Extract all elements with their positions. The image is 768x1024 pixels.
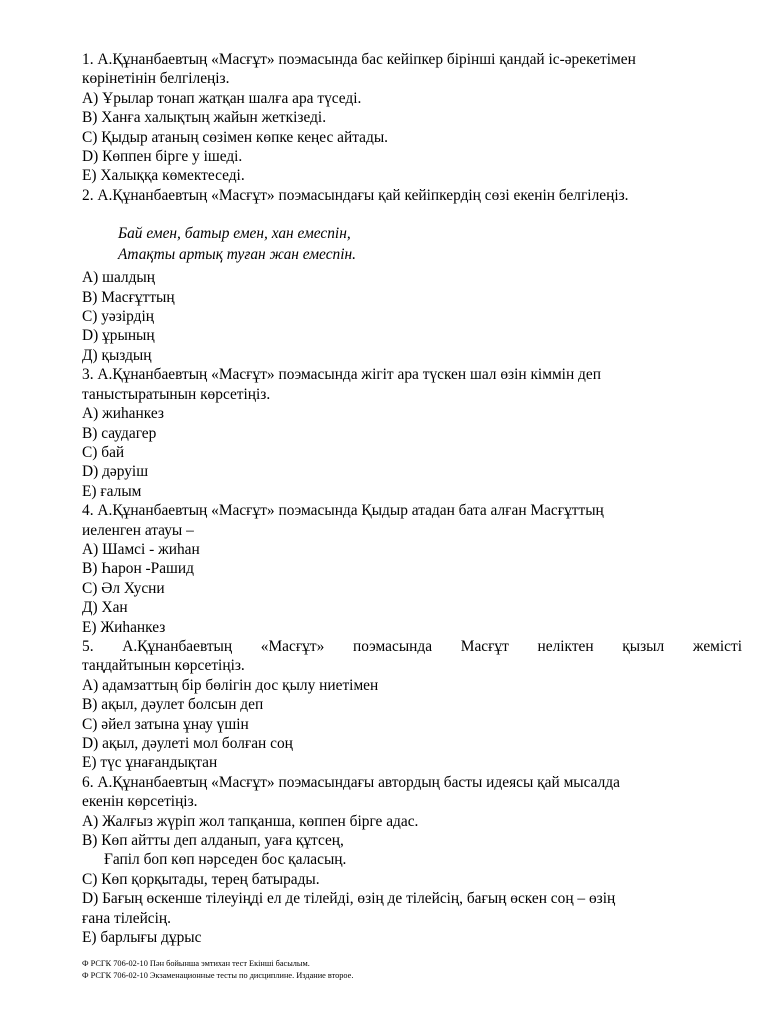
question-4-text-line-1: 4. А.Құнанбаевтың «Масғұт» поэмасында Қыдыр атадан бата алған Масғұттың	[82, 502, 604, 520]
question-4-option-c: С) Әл Хусни	[82, 579, 165, 597]
document-footer	[82, 958, 742, 981]
question-1-text-line-1: 1. А.Құнанбаевтың «Масғұт» поэмасында бас кейіпкер бірінші қандай іс-әрекетімен	[82, 51, 636, 68]
question-1-option-b: В) Ханға халықтың жайын жеткізеді.	[82, 109, 327, 127]
question-1-option-e: Е) Халыққа көмектеседі.	[82, 167, 245, 185]
question-1-option-d: D) Көппен бірге у ішеді.	[82, 148, 243, 166]
question-6	[82, 773, 742, 948]
question-4-text-line-2: иеленген атауы –	[82, 521, 194, 539]
question-3-text-line-1: 3. А.Құнанбаевтың «Масғұт» поэмасында жігіт ара түскен шал өзін кіммін деп	[82, 366, 601, 384]
question-5-option-e: Е) түс ұнағандықтан	[82, 754, 218, 772]
question-4-option-a: А) Шамсі - жиһан	[82, 540, 200, 558]
question-6-option-d-continued: ғана тілейсің.	[82, 909, 171, 927]
question-4-option-b: В) Һарон -Рашид	[82, 560, 194, 578]
question-2-option-b: В) Масғұттың	[82, 288, 175, 306]
question-3	[82, 365, 742, 501]
question-3-option-b: В) саудагер	[82, 424, 157, 442]
question-4-option-d: Д) Хан	[82, 599, 128, 617]
question-5-option-a: А) адамзаттың бір бөлігін дос қылу ниетімен	[82, 676, 379, 694]
question-1	[82, 50, 742, 186]
question-3-option-d: D) дәруіш	[82, 463, 149, 481]
question-1-option-a: А) Ұрылар тонап жатқан шалға ара түседі.	[82, 89, 362, 107]
question-2-option-a: А) шалдың	[82, 269, 155, 287]
question-2-option-c: С) уәзірдің	[82, 308, 154, 326]
question-6-text-line-1: 6. А.Құнанбаевтың «Масғұт» поэмасындағы автордың басты идеясы қай мысалда	[82, 773, 620, 791]
exam-questions	[82, 50, 742, 947]
question-5	[82, 637, 742, 773]
question-3-option-c: С) бай	[82, 443, 125, 461]
question-6-option-c: С) Көп қорқытады, терең батырады.	[82, 870, 320, 888]
question-2-verse	[82, 223, 742, 265]
question-3-option-a: А) жиһанкез	[82, 405, 164, 423]
question-5-option-b: В) ақыл, дәулет болсын деп	[82, 696, 264, 714]
question-6-option-e: Е) барлығы дұрыс	[82, 929, 202, 947]
question-5-text-line-1: 5. А.Құнанбаевтың «Масғұт» поэмасында Масғұт неліктен қызыл жемісті	[82, 637, 742, 655]
question-2-option-d: D) ұрының	[82, 327, 155, 345]
question-3-option-e: Е) ғалым	[82, 482, 142, 500]
question-6-text-line-2: екенін көрсетіңіз.	[82, 793, 198, 811]
footer-line-russian: Ф РСГК 706-02-10 Экзаменационные тесты по дисциплине. Издание второе.	[82, 970, 354, 980]
question-2-verse-line-1: Бай емен, батыр емен, хан емеспін,	[118, 225, 351, 243]
question-4-option-e: Е) Жиһанкез	[82, 618, 166, 636]
question-5-text-line-2: таңдайтынын көрсетіңіз.	[82, 657, 245, 675]
question-3-text-line-2: таныстыратынын көрсетіңіз.	[82, 385, 271, 403]
question-5-option-c: С) әйел затына ұнау үшін	[82, 715, 249, 733]
question-2	[82, 186, 742, 365]
question-6-option-d: D) Бағың өскенше тілеуіңді ел де тілейді, өзің де тілейсің, бағың өскен соң – өзің	[82, 890, 616, 908]
question-6-option-a: А) Жалғыз жүріп жол тапқанша, көппен бірге адас.	[82, 812, 419, 830]
question-4	[82, 501, 742, 637]
question-6-option-b: В) Көп айтты деп алданып, уаға құтсең,	[82, 832, 344, 850]
question-2-text-line-1: 2. А.Құнанбаевтың «Масғұт» поэмасындағы қай кейіпкердің сөзі екенін белгілеңіз.	[82, 186, 629, 204]
question-1-text-line-2: көрінетінін белгілеңіз.	[82, 70, 230, 88]
footer-line-kazakh: Ф РСГК 706-02-10 Пән бойынша эмтихан тест Екінші басылым.	[82, 959, 310, 968]
question-2-option-e: Д) қыздың	[82, 346, 152, 364]
question-5-option-d: D) ақыл, дәулеті мол болған соң	[82, 735, 293, 752]
question-6-option-b-continued: Ғапіл боп көп нәрседен бос қаласың.	[104, 851, 347, 869]
question-2-verse-line-2: Атақты артық туған жан емеспін.	[118, 246, 356, 264]
question-1-option-c: С) Қыдыр атаның сөзімен көпке кеңес айтады.	[82, 128, 389, 146]
